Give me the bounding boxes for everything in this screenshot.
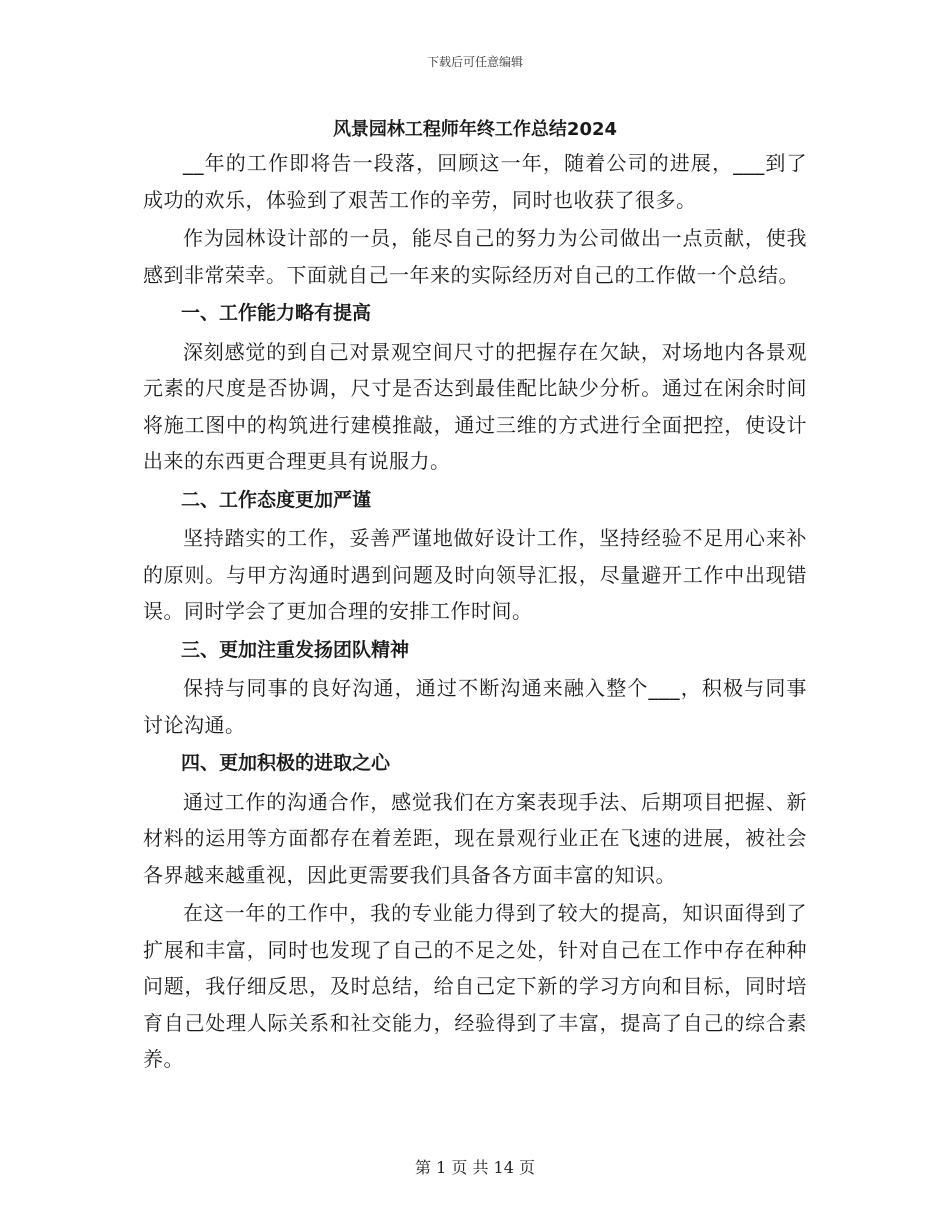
paragraph-ability: 深刻感觉的到自己对景观空间尺寸的把握存在欠缺，对场地内各景观元素的尺度是否协调，尺寸是否达到最佳配比缺少分析。通过在闲余时间将施工图中的构筑进行建模推敲，通过三维的方式进行全面把控，使设计出来的东西更合理更具有说服力。 [143,339,807,473]
paragraph-team: 保持与同事的良好沟通，通过不断沟通来融入整个___，积极与同事讨论沟通。 [143,676,807,737]
paragraph-summary: 在这一年的工作中，我的专业能力得到了较大的提高，知识面得到了扩展和丰富，同时也发现了自己的不足之处，针对自己在工作中存在种种问题，我仔细反思，及时总结，给自己定下新的学习方向和目标，同时培育自己处理人际关系和社交能力，经验得到了丰富，提高了自己的综合素养。 [143,901,807,1071]
page-footer: 第 1 页 共 14 页 [415,1158,535,1177]
document-title: 风景园林工程师年终工作总结2024 [332,119,618,140]
section-heading-4: 四、更加积极的进取之心 [181,752,391,774]
document-body [143,145,807,1080]
section-heading-3: 三、更加注重发扬团队精神 [181,638,410,661]
header-note: 下载后可任意编辑 [426,55,523,69]
section-heading-1: 一、工作能力略有提高 [181,302,372,324]
paragraph-role: 作为园林设计部的一员，能尽自己的努力为公司做出一点贡献，使我感到非常荣幸。下面就自己一年来的实际经历对自己的工作做一个总结。 [143,226,807,287]
paragraph-attitude: 坚持踏实的工作，妥善严谨地做好设计工作，坚持经验不足用心来补的原则。与甲方沟通时遇到问题及时向领导汇报，尽量避开工作中出现错误。同时学会了更加合理的安排工作时间。 [143,526,807,623]
paragraph-progress: 通过工作的沟通合作，感觉我们在方案表现手法、后期项目把握、新材料的运用等方面都存在着差距，现在景观行业正在飞速的进展，被社会各界越来越重视，因此更需要我们具备各方面丰富的知识。 [143,789,807,887]
paragraph-intro: __年的工作即将告一段落，回顾这一年，随着公司的进展，___到了成功的欢乐，体验到了艰苦工作的辛劳，同时也收获了很多。 [143,151,807,212]
section-heading-2: 二、工作态度更加严谨 [181,488,372,511]
